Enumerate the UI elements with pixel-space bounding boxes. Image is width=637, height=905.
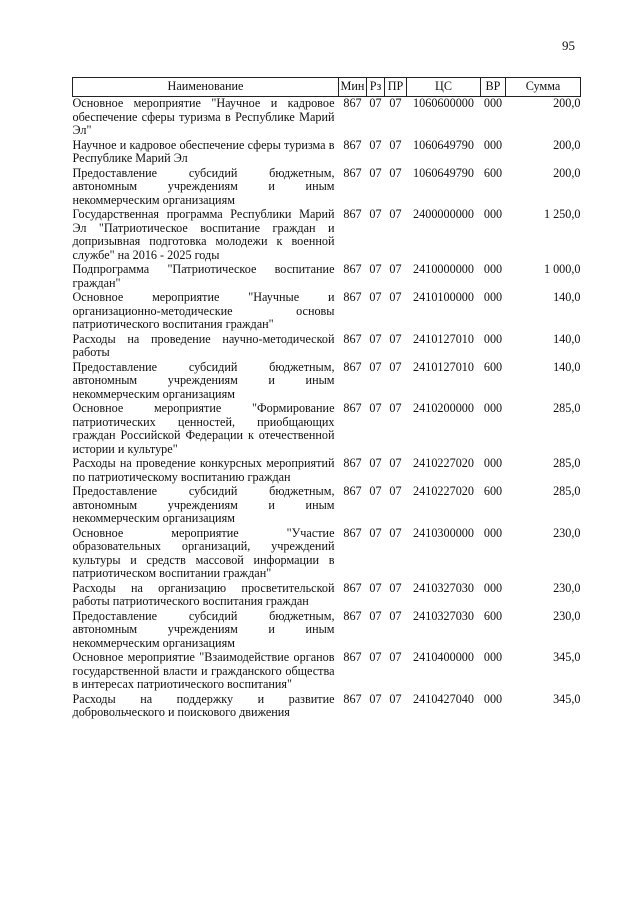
table-row	[73, 402, 581, 457]
cell-min: 867	[343, 580, 362, 595]
cell-sum: 1 250,0	[543, 207, 581, 221]
cell-cs: 1060649790	[413, 137, 474, 152]
cell-rz: 07	[369, 207, 382, 221]
cell-rz: 07	[369, 456, 382, 470]
table-header	[73, 78, 581, 97]
cell-pr: 07	[389, 96, 402, 110]
table-row	[73, 97, 581, 139]
cell-cs: 2410227020	[413, 456, 474, 470]
cell-pr: 07	[389, 580, 402, 595]
cell-vr: 000	[483, 525, 503, 540]
cell-sum: 285,0	[553, 484, 581, 498]
cell-rz: 07	[369, 401, 382, 415]
cell-cs: 2410227020	[413, 484, 474, 498]
cell-name: Государственная программа Республики Марий Эл "Патриотическое воспитание граждан и допризывная подготовка молодежи к военной службе" на 2016 - 2025 годы	[72, 207, 335, 262]
cell-min: 867	[343, 359, 362, 374]
cell-cs: 1060649790	[413, 165, 474, 180]
cell-name: Научное и кадровое обеспечение сферы туризма в Республике Марий Эл	[72, 137, 335, 165]
header-cs: ЦС	[407, 78, 481, 97]
cell-name: Подпрограмма "Патриотическое воспитание граждан"	[72, 262, 335, 290]
cell-sum: 140,0	[553, 290, 581, 304]
cell-min: 867	[343, 207, 362, 221]
table-row	[73, 291, 581, 333]
cell-cs: 2410300000	[413, 525, 474, 540]
cell-vr: 000	[483, 96, 503, 110]
cell-pr: 07	[389, 262, 402, 276]
table-row	[73, 582, 581, 610]
cell-vr: 000	[483, 207, 503, 221]
table-row	[73, 651, 581, 693]
cell-pr: 07	[389, 691, 402, 706]
cell-min: 867	[343, 608, 362, 623]
cell-vr: 000	[483, 137, 503, 152]
cell-sum: 285,0	[553, 401, 581, 415]
cell-min: 867	[343, 484, 362, 498]
table-row	[73, 610, 581, 652]
cell-name: Основное мероприятие "Взаимодействие органов государственной власти и гражданского общества в интересах патриотического воспитания"	[72, 650, 335, 691]
cell-sum: 230,0	[553, 608, 581, 623]
cell-min: 867	[343, 456, 362, 470]
cell-cs: 2410200000	[413, 401, 474, 415]
header-name: Наименование	[73, 78, 339, 97]
cell-pr: 07	[389, 456, 402, 470]
cell-cs: 2410000000	[413, 262, 474, 276]
cell-cs: 2410427040	[413, 691, 474, 706]
cell-pr: 07	[389, 608, 402, 623]
cell-min: 867	[343, 165, 362, 180]
cell-vr: 000	[483, 401, 503, 415]
cell-rz: 07	[369, 96, 382, 110]
header-rz: Рз	[367, 78, 385, 97]
cell-name: Расходы на проведение конкурсных мероприятий по патриотическому воспитанию граждан	[72, 456, 335, 484]
budget-table	[72, 77, 581, 721]
cell-vr: 000	[483, 262, 503, 276]
cell-min: 867	[343, 401, 362, 415]
cell-name: Предоставление субсидий бюджетным, автономным учреждениям и иным некоммерческим организациям	[72, 359, 335, 401]
cell-cs: 2410100000	[413, 290, 474, 304]
table-row	[73, 167, 581, 209]
cell-rz: 07	[369, 608, 382, 623]
cell-sum: 230,0	[553, 580, 581, 595]
cell-rz: 07	[369, 165, 382, 180]
header-sum: Сумма	[506, 78, 581, 97]
cell-rz: 07	[369, 650, 382, 664]
cell-sum: 200,0	[553, 137, 581, 152]
cell-vr: 600	[483, 608, 503, 623]
header-min: Мин	[339, 78, 367, 97]
cell-sum: 345,0	[553, 691, 581, 706]
cell-cs: 2410127010	[413, 331, 474, 346]
cell-cs: 2410127010	[413, 359, 474, 374]
cell-sum: 345,0	[553, 650, 581, 664]
cell-rz: 07	[369, 137, 382, 152]
cell-min: 867	[343, 96, 362, 110]
cell-name: Предоставление субсидий бюджетным, автономным учреждениям и иным некоммерческим организациям	[72, 608, 335, 650]
table-row	[73, 693, 581, 721]
cell-cs: 2400000000	[413, 207, 474, 221]
cell-pr: 07	[389, 650, 402, 664]
cell-name: Основное мероприятие "Научные и организационно-методические основы патриотического воспитания граждан"	[72, 290, 335, 331]
cell-sum: 140,0	[553, 359, 581, 374]
cell-pr: 07	[389, 331, 402, 346]
table-row	[73, 485, 581, 527]
cell-min: 867	[343, 290, 362, 304]
table-row	[73, 139, 581, 167]
header-pr: ПР	[385, 78, 407, 97]
cell-rz: 07	[369, 359, 382, 374]
cell-sum: 140,0	[553, 331, 581, 346]
table-row	[73, 263, 581, 291]
cell-pr: 07	[389, 401, 402, 415]
cell-rz: 07	[369, 525, 382, 540]
cell-cs: 2410400000	[413, 650, 474, 664]
cell-cs: 2410327030	[413, 608, 474, 623]
table-row	[73, 457, 581, 485]
cell-name: Расходы на проведение научно-методической работы	[72, 331, 335, 359]
cell-vr: 000	[483, 580, 503, 595]
cell-pr: 07	[389, 207, 402, 221]
table-row	[73, 361, 581, 403]
cell-vr: 600	[483, 484, 503, 498]
table-row	[73, 208, 581, 263]
cell-name: Расходы на организацию просветительской работы патриотического воспитания граждан	[72, 580, 335, 608]
cell-sum: 230,0	[553, 525, 581, 540]
cell-sum: 285,0	[553, 456, 581, 470]
cell-pr: 07	[389, 290, 402, 304]
cell-rz: 07	[369, 691, 382, 706]
cell-min: 867	[343, 691, 362, 706]
page-number: 95	[562, 38, 575, 53]
cell-vr: 000	[483, 691, 503, 706]
table-row	[73, 527, 581, 582]
table-body	[73, 97, 581, 721]
cell-pr: 07	[389, 137, 402, 152]
cell-vr: 000	[483, 456, 503, 470]
cell-rz: 07	[369, 484, 382, 498]
cell-min: 867	[343, 525, 362, 540]
cell-rz: 07	[369, 331, 382, 346]
cell-name: Основное мероприятие "Научное и кадровое обеспечение сферы туризма в Республике Марий Эл"	[72, 96, 335, 137]
cell-vr: 000	[483, 650, 503, 664]
cell-cs: 2410327030	[413, 580, 474, 595]
cell-min: 867	[343, 262, 362, 276]
cell-vr: 600	[483, 359, 503, 374]
cell-pr: 07	[389, 359, 402, 374]
cell-rz: 07	[369, 580, 382, 595]
cell-pr: 07	[389, 525, 402, 540]
cell-vr: 000	[483, 331, 503, 346]
cell-vr: 000	[483, 290, 503, 304]
cell-rz: 07	[369, 290, 382, 304]
cell-name: Основное мероприятие "Участие образовательных организаций, учреждений культуры и средств массовой информации в патриотическом воспитании граждан"	[72, 525, 335, 580]
cell-name: Предоставление субсидий бюджетным, автономным учреждениям и иным некоммерческим организациям	[72, 484, 335, 525]
cell-min: 867	[343, 331, 362, 346]
cell-sum: 200,0	[553, 165, 581, 180]
header-vr: ВР	[481, 78, 506, 97]
cell-sum: 200,0	[553, 96, 581, 110]
cell-sum: 1 000,0	[543, 262, 581, 276]
cell-pr: 07	[389, 484, 402, 498]
cell-name: Основное мероприятие "Формирование патриотических ценностей, приобщающих граждан Российской Федерации к отечественной истории и культуре"	[72, 401, 335, 456]
cell-min: 867	[343, 137, 362, 152]
cell-name: Расходы на поддержку и развитие добровольческого и поискового движения	[72, 691, 335, 719]
table-row	[73, 333, 581, 361]
cell-pr: 07	[389, 165, 402, 180]
cell-rz: 07	[369, 262, 382, 276]
cell-min: 867	[343, 650, 362, 664]
cell-cs: 1060600000	[413, 96, 474, 110]
cell-vr: 600	[483, 165, 503, 180]
cell-name: Предоставление субсидий бюджетным, автономным учреждениям и иным некоммерческим организациям	[72, 165, 335, 207]
